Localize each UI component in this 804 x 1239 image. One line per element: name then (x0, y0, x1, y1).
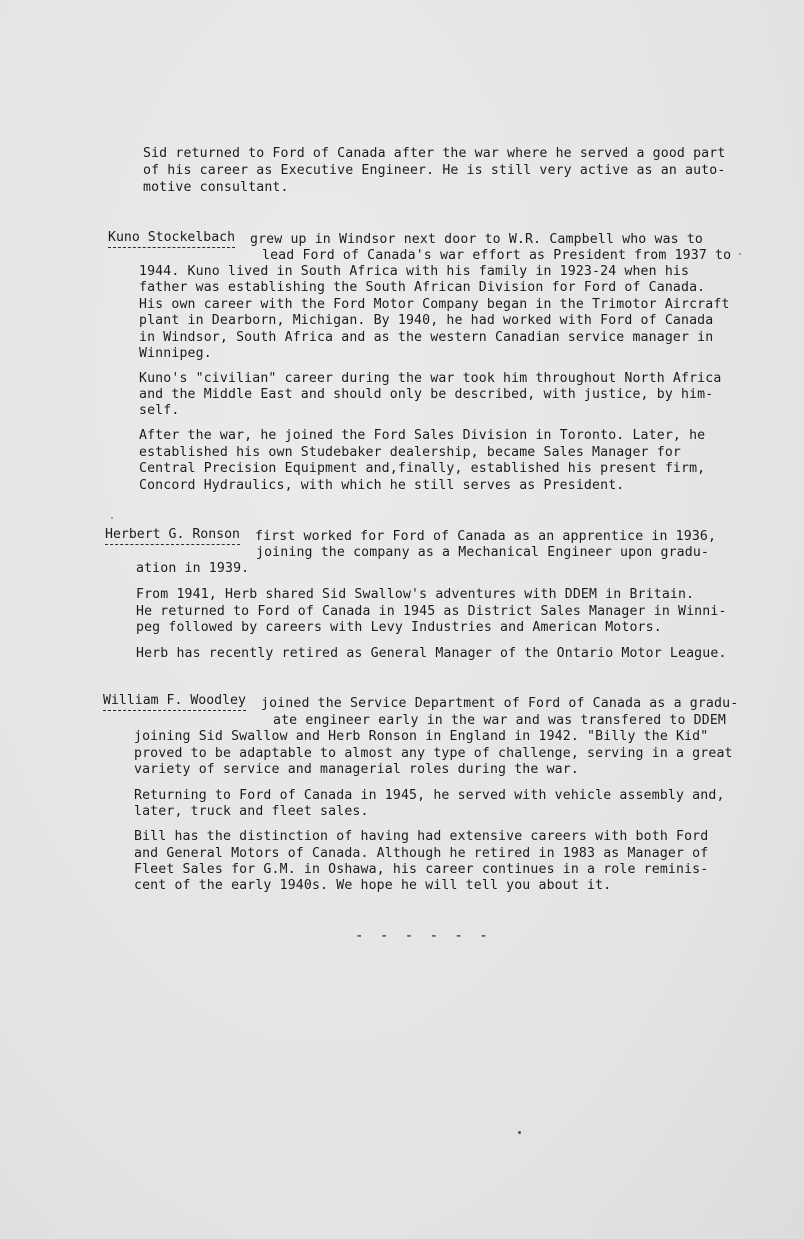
bio-name-kuno: Kuno Stockelbach (108, 230, 235, 248)
bio-line: self. (139, 403, 180, 418)
bio-line: father was establishing the South African Division for Ford of Canada. (139, 280, 706, 295)
bio-line: After the war, he joined the Ford Sales Division in Toronto. Later, he (139, 428, 706, 443)
bio-line: Fleet Sales for G.M. in Oshawa, his career continues in a role reminis- (134, 862, 709, 877)
bio-name-herbert: Herbert G. Ronson (105, 527, 240, 545)
bio-line: variety of service and managerial roles during the war. (134, 762, 579, 777)
scan-speck (739, 253, 741, 255)
bio-name-william: William F. Woodley (103, 693, 246, 711)
bio-line: lead Ford of Canada's war effort as President from 1937 to (262, 248, 732, 263)
bio-line: grew up in Windsor next door to W.R. Campbell who was to (250, 232, 704, 247)
bio-line: cent of the early 1940s. We hope he will tell you about it. (134, 878, 612, 893)
bio-line: first worked for Ford of Canada as an apprentice in 1936, (255, 529, 717, 544)
bio-line: established his own Studebaker dealership, became Sales Manager for (139, 445, 681, 460)
bio-line: ate engineer early in the war and was transfered to DDEM (273, 713, 727, 728)
bio-line: in Windsor, South Africa and as the western Canadian service manager in (139, 330, 714, 345)
bio-line: Winnipeg. (139, 346, 212, 361)
bio-line: Bill has the distinction of having had extensive careers with both Ford (134, 829, 709, 844)
scan-speck (518, 1131, 521, 1134)
bio-line: ation in 1939. (136, 561, 250, 576)
bio-line: and General Motors of Canada. Although he retired in 1983 as Manager of (134, 846, 709, 861)
bio-line: His own career with the Ford Motor Company began in the Trimotor Aircraft (139, 297, 730, 312)
bio-line: He returned to Ford of Canada in 1945 as District Sales Manager in Winni- (136, 604, 727, 619)
bio-line: Kuno's "civilian" career during the war took him throughout North Africa (139, 371, 722, 386)
bio-line: 1944. Kuno lived in South Africa with his family in 1923-24 when his (139, 264, 690, 279)
bio-line: proved to be adaptable to almost any type of challenge, serving in a great (134, 746, 733, 761)
intro-line: motive consultant. (143, 180, 289, 195)
bio-line: Concord Hydraulics, with which he still serves as President. (139, 478, 625, 493)
bio-line: joined the Service Department of Ford of Canada as a gradu- (261, 696, 739, 711)
scan-speck (111, 517, 113, 519)
intro-line: of his career as Executive Engineer. He is still very active as an auto- (143, 163, 726, 178)
bio-line: From 1941, Herb shared Sid Swallow's adventures with DDEM in Britain. (136, 587, 695, 602)
bio-line: Herb has recently retired as General Manager of the Ontario Motor League. (136, 646, 727, 661)
bio-line: later, truck and fleet sales. (134, 804, 369, 819)
bio-line: plant in Dearborn, Michigan. By 1940, he had worked with Ford of Canada (139, 313, 714, 328)
bio-line: peg followed by careers with Levy Industries and American Motors. (136, 620, 662, 635)
bio-line: joining the company as a Mechanical Engineer upon gradu- (256, 545, 710, 560)
bio-line: Returning to Ford of Canada in 1945, he served with vehicle assembly and, (134, 788, 725, 803)
bio-line: Central Precision Equipment and,finally, established his present firm, (139, 461, 706, 476)
bio-line: and the Middle East and should only be described, with justice, by him- (139, 387, 714, 402)
intro-line: Sid returned to Ford of Canada after the war where he served a good part (143, 146, 726, 161)
bio-line: joining Sid Swallow and Herb Ronson in England in 1942. "Billy the Kid" (134, 729, 709, 744)
section-separator: - - - - - - (355, 928, 492, 944)
